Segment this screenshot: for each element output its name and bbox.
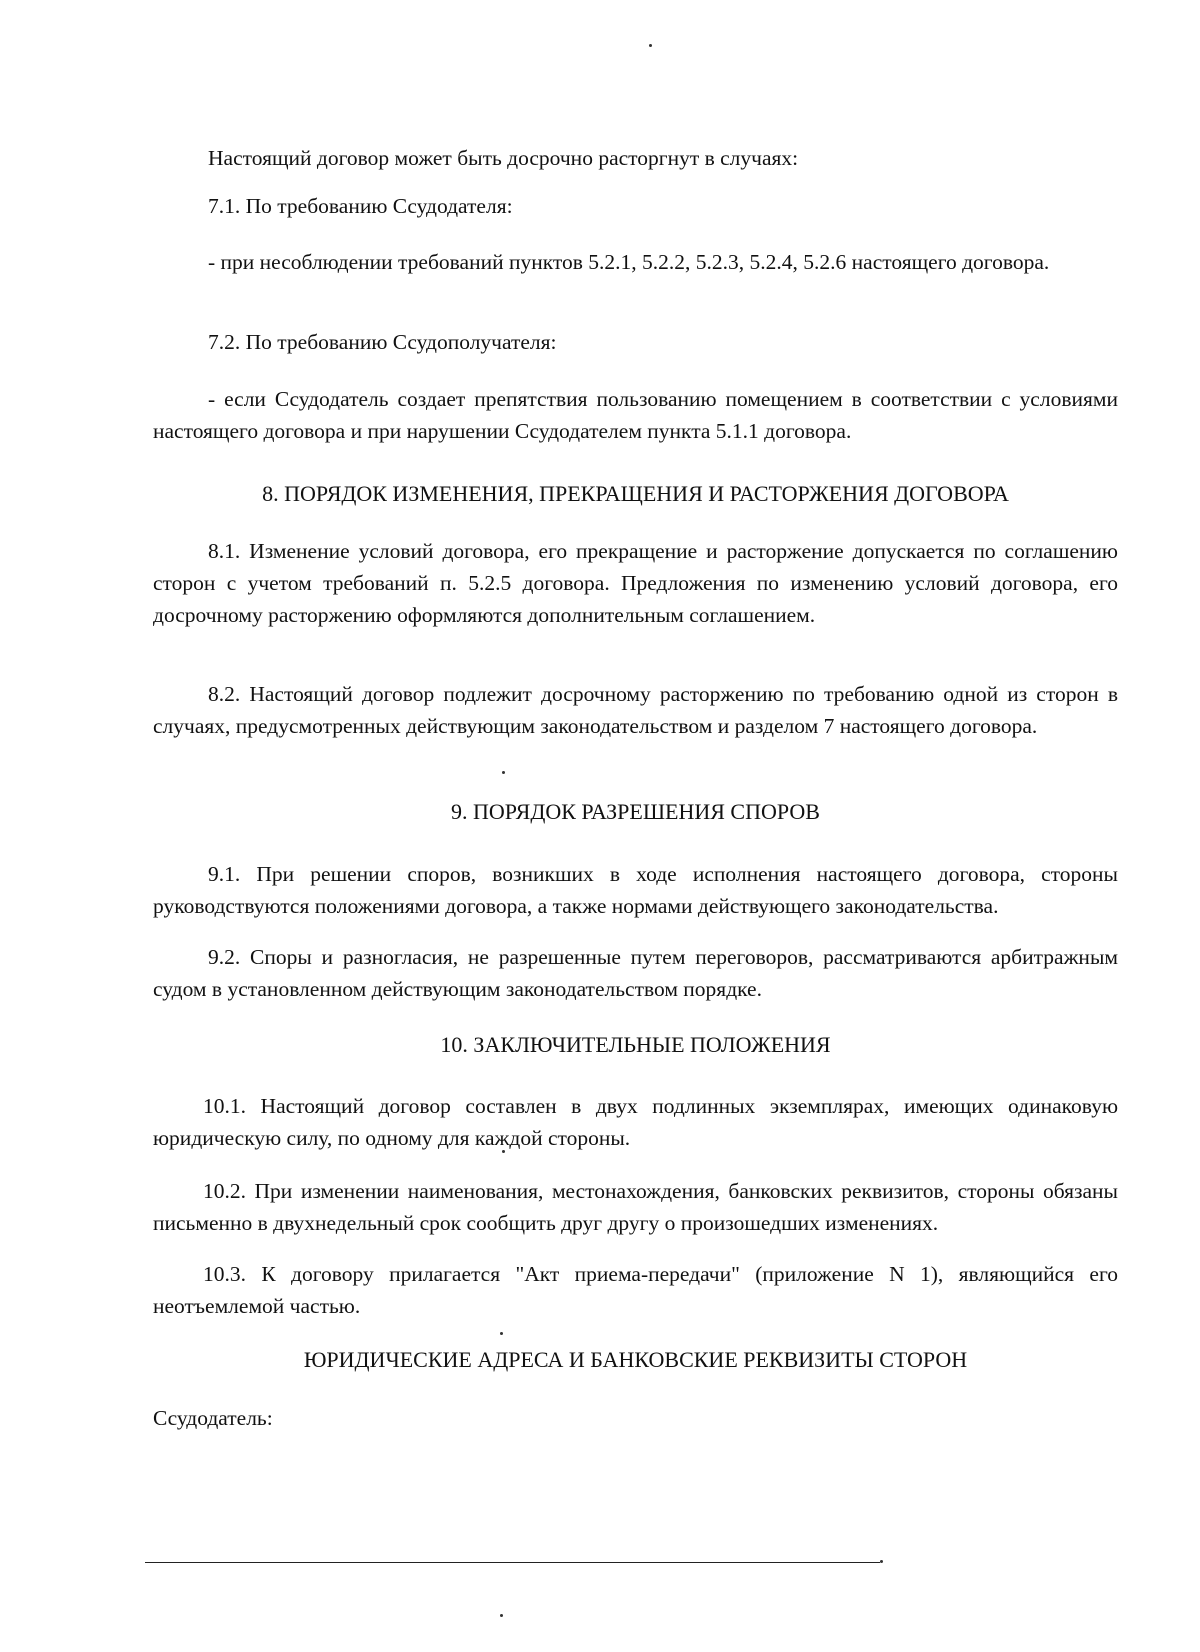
section-9-title: 9. ПОРЯДОК РАЗРЕШЕНИЯ СПОРОВ <box>451 799 820 824</box>
clause-7-1-text: - при несоблюдении требований пунктов 5.2.1, 5.2.2, 5.2.3, 5.2.4, 5.2.6 настоящего договора. <box>208 250 1050 274</box>
clause-10-1: 10.1. Настоящий договор составлен в двух подлинных экземплярах, имеющих одинаковую юридическую силу, по одному для каждой стороны. <box>153 1094 1118 1150</box>
intro-paragraph: Настоящий договор может быть досрочно расторгнут в случаях: <box>208 146 799 170</box>
scan-speck <box>500 1614 503 1617</box>
clause-9-2: 9.2. Споры и разногласия, не разрешенные путем переговоров, рассматриваются арбитражным судом в установленном действующим законодательством порядке. <box>153 945 1118 1001</box>
scan-speck <box>502 1150 505 1153</box>
section-8-title: 8. ПОРЯДОК ИЗМЕНЕНИЯ, ПРЕКРАЩЕНИЯ И РАСТОРЖЕНИЯ ДОГОВОРА <box>262 481 1009 506</box>
scan-speck <box>880 1560 883 1563</box>
clause-8-2: 8.2. Настоящий договор подлежит досрочному расторжению по требованию одной из сторон в случаях, предусмотренных действующим законодательством и разделом 7 настоящего договора. <box>153 682 1118 738</box>
requisites-title: ЮРИДИЧЕСКИЕ АДРЕСА И БАНКОВСКИЕ РЕКВИЗИТЫ СТОРОН <box>303 1347 968 1372</box>
clause-7-2-text: - если Ссудодатель создает препятствия пользованию помещением в соответствии с условиями настоящего договора и при нарушении Ссудодателем пункта 5.1.1 договора. <box>153 387 1118 443</box>
clause-7-2-heading: 7.2. По требованию Ссудополучателя: <box>208 330 557 354</box>
lender-label: Ссудодатель: <box>153 1406 273 1430</box>
clause-9-1: 9.1. При решении споров, возникших в ходе исполнения настоящего договора, стороны руководствуются положениями договора, а также нормами действующего законодательства. <box>153 862 1118 918</box>
clause-10-2: 10.2. При изменении наименования, местонахождения, банковских реквизитов, стороны обязаны письменно в двухнедельный срок сообщить друг другу о произошедших изменениях. <box>153 1179 1118 1235</box>
clause-8-1: 8.1. Изменение условий договора, его прекращение и расторжение допускается по соглашению сторон с учетом требований п. 5.2.5 договора. Предложения по изменению условий договора, его досрочному расторжению оформляются дополнительным соглашением. <box>153 539 1118 627</box>
scan-speck <box>500 1332 503 1335</box>
scan-speck <box>502 771 505 774</box>
scan-speck <box>649 44 652 47</box>
clause-10-3: 10.3. К договору прилагается "Акт приема-передачи" (приложение N 1), являющийся его неотъемлемой частью. <box>153 1262 1118 1318</box>
clause-7-1-heading: 7.1. По требованию Ссудодателя: <box>208 194 513 218</box>
signature-line <box>145 1562 880 1563</box>
section-10-title: 10. ЗАКЛЮЧИТЕЛЬНЫЕ ПОЛОЖЕНИЯ <box>440 1032 831 1057</box>
